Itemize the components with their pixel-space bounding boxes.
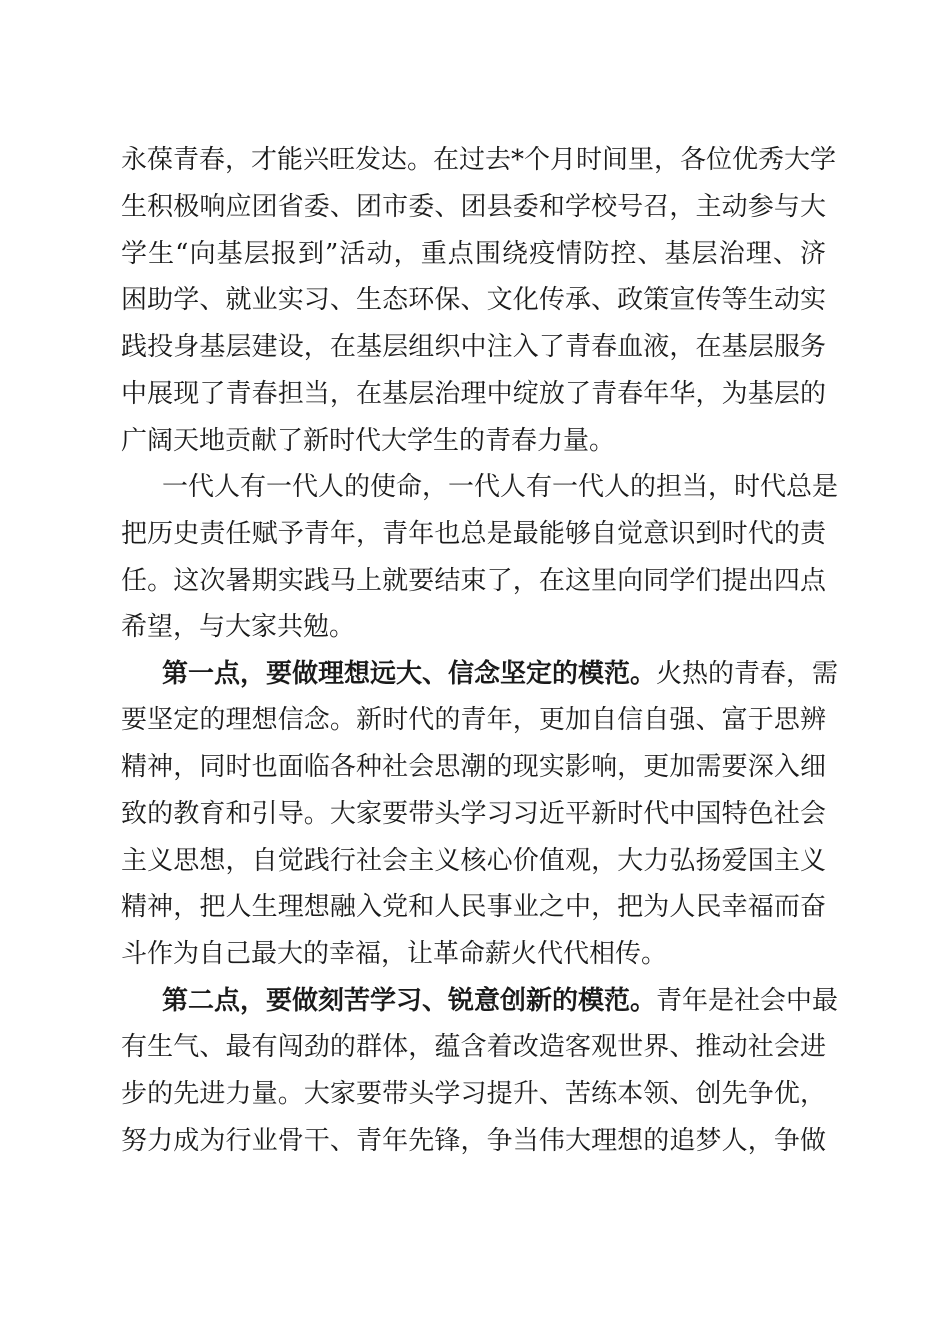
paragraph-line: 精神，把人生理想融入党和人民事业之中，把为人民幸福而奋 xyxy=(121,892,826,922)
paragraph-line: 永葆青春，才能兴旺发达。在过去*个月时间里，各位优秀大学 xyxy=(121,145,837,175)
point-heading: 第二点，要做刻苦学习、锐意创新的模范。 xyxy=(162,986,657,1016)
paragraph-line: 困助学、就业实习、生态环保、文化传承、政策宣传等生动实 xyxy=(121,285,826,315)
paragraph-line xyxy=(162,654,839,694)
paragraph-line: 学生“向基层报到”活动，重点围绕疫情防控、基层治理、济 xyxy=(121,239,826,269)
paragraph-line: 致的教育和引导。大家要带头学习习近平新时代中国特色社会 xyxy=(121,799,826,829)
point-heading: 第一点，要做理想远大、信念坚定的模范。 xyxy=(162,659,657,689)
paragraph-line: 努力成为行业骨干、青年先锋，争当伟大理想的追梦人，争做 xyxy=(121,1126,826,1156)
paragraph-line: 希望，与大家共勉。 xyxy=(121,612,356,642)
paragraph-text: 青年是社会中最 xyxy=(656,986,839,1016)
paragraph-line: 把历史责任赋予青年，青年也总是最能够自觉意识到时代的责 xyxy=(121,519,826,549)
paragraph-line: 广阔天地贡献了新时代大学生的青春力量。 xyxy=(121,426,616,456)
paragraph-line: 步的先进力量。大家要带头学习提升、苦练本领、创先争优， xyxy=(121,1079,826,1109)
paragraph-line: 斗作为自己最大的幸福，让革命薪火代代相传。 xyxy=(121,939,668,969)
paragraph-line xyxy=(162,981,839,1021)
paragraph-line: 有生气、最有闯劲的群体，蕴含着改造客观世界、推动社会进 xyxy=(121,1032,826,1062)
paragraph-line: 任。这次暑期实践马上就要结束了，在这里向同学们提出四点 xyxy=(121,566,826,596)
paragraph-text: 火热的青春，需 xyxy=(656,659,839,689)
paragraph-line: 践投身基层建设，在基层组织中注入了青春血液，在基层服务 xyxy=(121,332,826,362)
paragraph-line: 中展现了青春担当，在基层治理中绽放了青春年华，为基层的 xyxy=(121,379,826,409)
paragraph-line: 生积极响应团省委、团市委、团县委和学校号召，主动参与大 xyxy=(121,192,826,222)
paragraph-line: 要坚定的理想信念。新时代的青年，更加自信自强、富于思辨 xyxy=(121,705,826,735)
paragraph-line: 主义思想，自觉践行社会主义核心价值观，大力弘扬爱国主义 xyxy=(121,846,826,876)
paragraph-line: 一代人有一代人的使命，一代人有一代人的担当，时代总是 xyxy=(162,472,839,502)
paragraph-line: 精神，同时也面临各种社会思潮的现实影响，更加需要深入细 xyxy=(121,752,826,782)
